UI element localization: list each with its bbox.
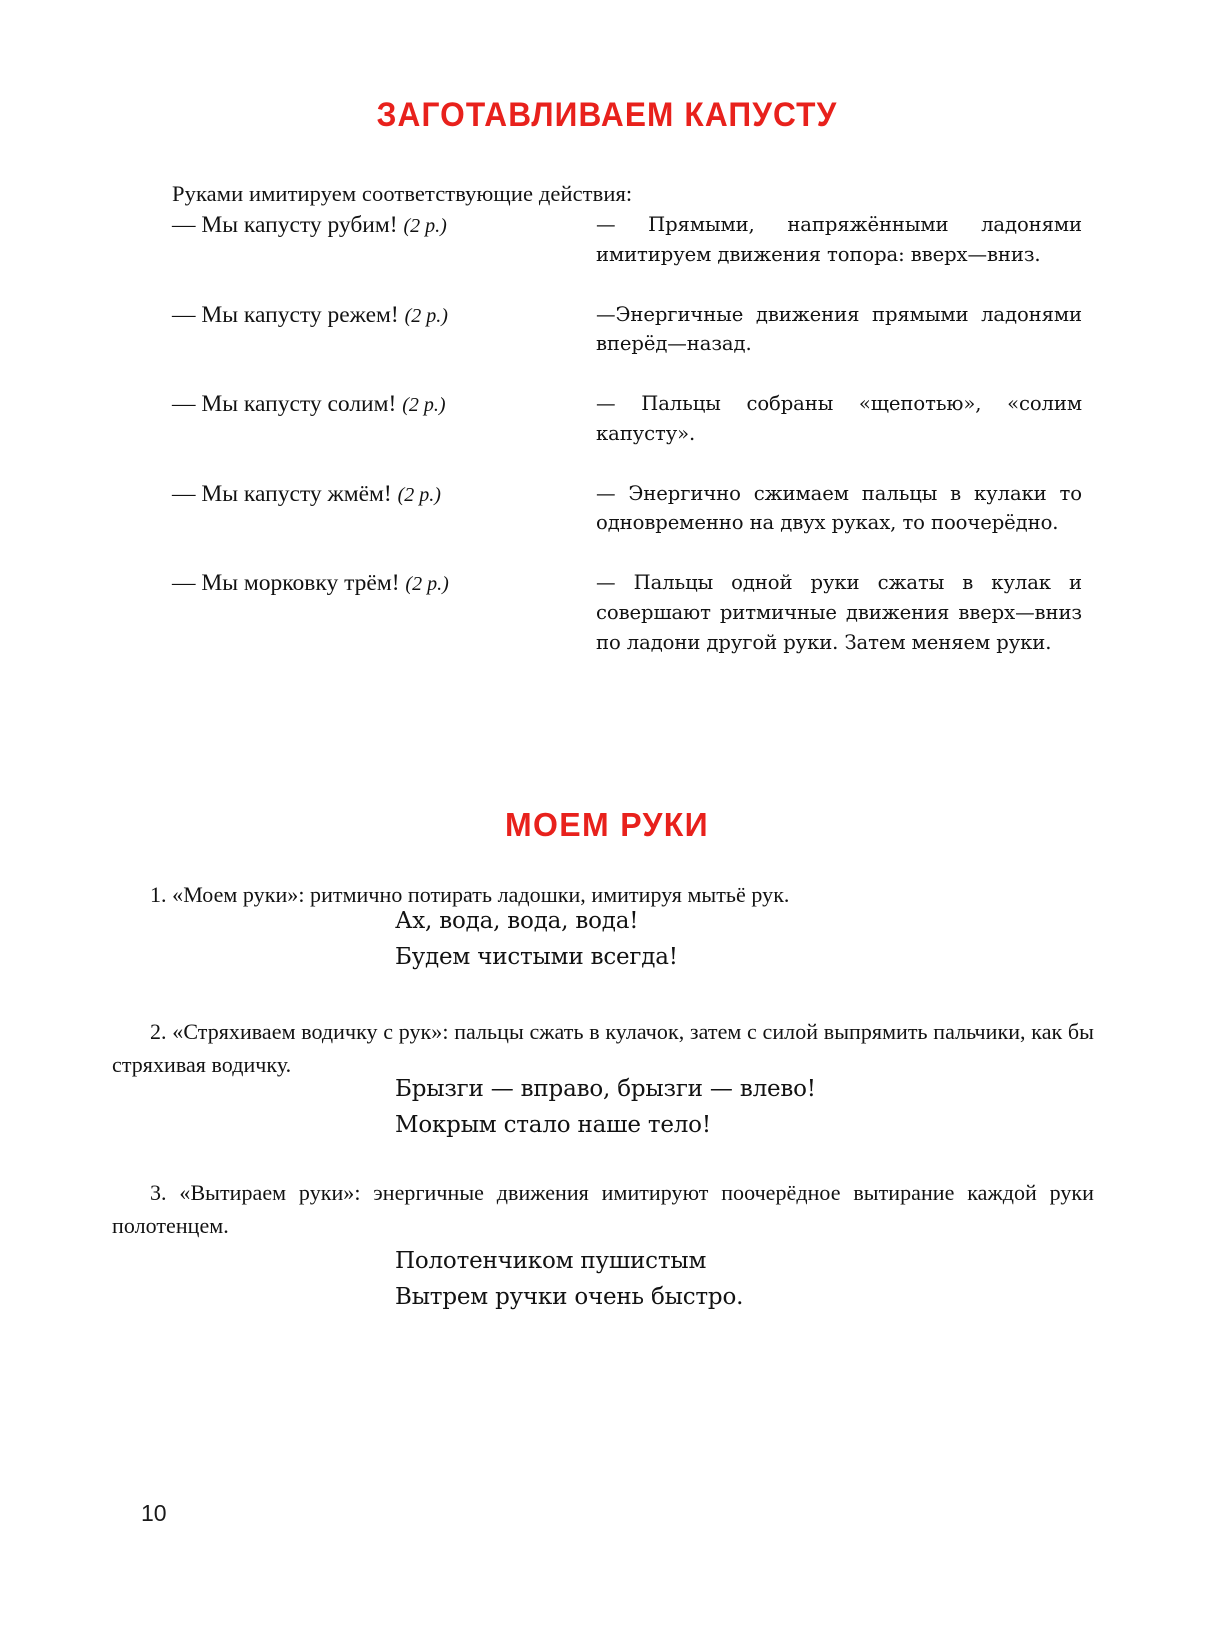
chant-phrase	[172, 568, 596, 600]
chant-row	[172, 568, 1082, 657]
verse-line: Брызги — вправо, брызги — влево!	[395, 1076, 816, 1102]
section-title-washing-hands: МОЕМ РУКИ	[504, 806, 710, 843]
chant-phrase	[172, 479, 596, 511]
chant-text: — Мы капусту рубим!	[172, 212, 398, 238]
chant-text: — Мы капусту режем!	[172, 301, 399, 328]
verse-line: Ах, вода, вода, вода!	[395, 908, 639, 934]
chant-text: — Мы капусту жмём!	[172, 480, 392, 507]
verse-line: Будем чистыми всегда!	[395, 944, 678, 971]
section-intro-cabbage: Руками имитируем соответствующие действия:	[172, 180, 633, 206]
page-number: 10	[141, 1500, 167, 1526]
chant-action: — Энергично сжимаем пальцы в кулаки то одновременно на двух руках, то поочерёдно.	[596, 481, 1082, 535]
chant-phrase	[172, 389, 596, 421]
chant-row	[172, 210, 1082, 270]
chant-text: — Мы капусту солим!	[172, 391, 397, 418]
instruction-item-1: 1. «Моем руки»: ритмично потирать ладошки, имитируя мытьё рук.	[150, 882, 790, 907]
chant-row	[172, 389, 1082, 449]
verse-line: Полотенчиком пушистым	[395, 1248, 707, 1274]
verse-line: Вытрем ручки очень быстро.	[395, 1284, 744, 1311]
verse-block-3	[395, 1243, 743, 1316]
chant-repeat: (2 р.)	[403, 215, 447, 237]
chant-repeat: (2 р.)	[405, 573, 449, 596]
chant-text: — Мы морковку трём!	[172, 570, 400, 597]
chant-repeat: (2 р.)	[397, 483, 441, 506]
section-title-cabbage: ЗАГОТАВЛИВАЕМ КАПУСТУ	[376, 96, 838, 134]
chant-repeat: (2 р.)	[404, 304, 448, 327]
chant-action: — Прямыми, напряжёнными ладонями имитируем движения топора: вверх—вниз.	[596, 213, 1082, 266]
verse-block-1	[395, 903, 678, 976]
chant-phrase	[172, 210, 596, 242]
chant-action: —Энергичные движения прямыми ладонями вперёд—назад.	[596, 302, 1082, 356]
verse-block-2	[395, 1071, 816, 1144]
instruction-item-3: 3. «Вытираем руки»: энергичные движения имитируют поочерёдное вытирание каждой руки полотенцем.	[112, 1180, 1094, 1238]
chant-repeat: (2 р.)	[402, 394, 446, 417]
verse-line: Мокрым стало наше тело!	[395, 1112, 711, 1139]
instruction-item-2: 2. «Стряхиваем водичку с рук»: пальцы сжать в кулачок, затем с силой выпрямить пальчики, как бы стряхивая водичку.	[112, 1019, 1094, 1077]
chant-table	[172, 210, 1082, 688]
chant-row	[172, 479, 1082, 539]
chant-phrase	[172, 300, 596, 332]
chant-row	[172, 300, 1082, 360]
chant-action: — Пальцы одной руки сжаты в кулак и совершают ритмичные движения вверх—вниз по ладони другой руки. Затем меняем руки.	[596, 571, 1082, 654]
chant-action: — Пальцы собраны «щепотью», «солим капусту».	[596, 392, 1082, 445]
